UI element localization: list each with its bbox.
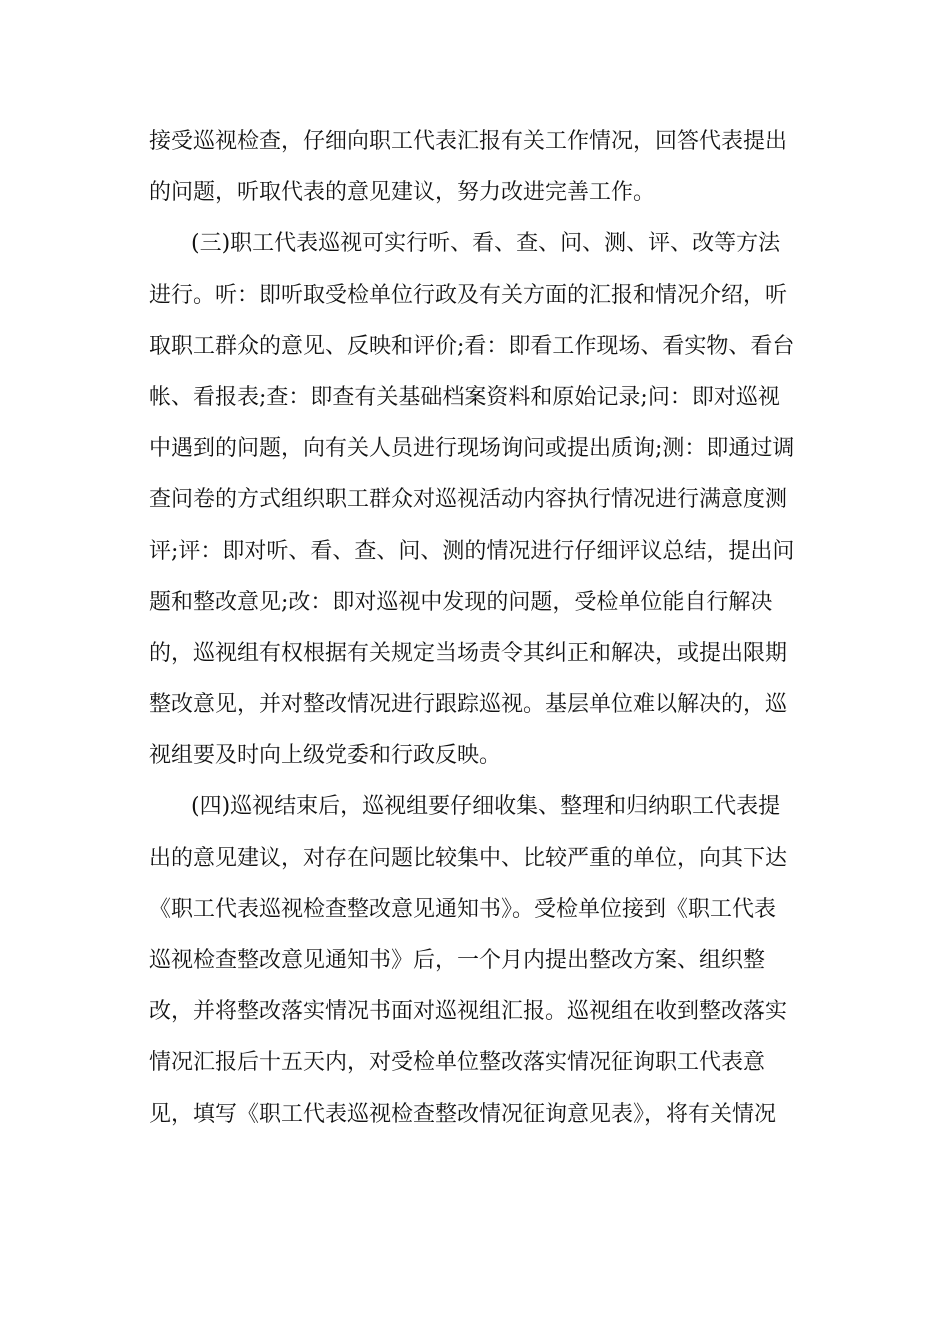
document-body [149,116,801,1140]
text-line: 《职工代表巡视检查整改意见通知书》。受检单位接到《职工代表 [149,896,777,922]
text-line: 评;评：即对听、看、查、问、测的情况进行仔细评议总结，提出问 [149,538,795,564]
text-line: 取职工群众的意见、反映和评价;看：即看工作现场、看实物、看台 [149,333,795,359]
text-line: 见，填写《职工代表巡视检查整改情况征询意见表》，将有关情况 [149,1101,777,1127]
text-line: 情况汇报后十五天内，对受检单位整改落实情况征询职工代表意 [149,1050,766,1076]
paragraph-2 [149,218,801,781]
text-line: 整改意见，并对整改情况进行跟踪巡视。基层单位难以解决的，巡 [149,692,788,718]
text-line: 视组要及时向上级党委和行政反映。 [149,743,502,769]
text-line: 中遇到的问题，向有关人员进行现场询问或提出质询;测：即通过调 [149,436,795,462]
text-line: 进行。听：即听取受检单位行政及有关方面的汇报和情况介绍，听 [149,282,788,308]
text-line: 接受巡视检查，仔细向职工代表汇报有关工作情况，回答代表提出 [149,129,788,154]
text-line: 帐、看报表;查：即查有关基础档案资料和原始记录;问：即对巡视 [149,384,780,410]
text-line: 的，巡视组有权根据有关规定当场责令其纠正和解决，或提出限期 [149,640,788,666]
paragraph-1 [149,116,801,218]
text-line: 查问卷的方式组织职工群众对巡视活动内容执行情况进行满意度测 [149,487,788,513]
text-line: 巡视检查整改意见通知书》后，一个月内提出整改方案、组织整 [149,948,766,973]
text-line: (三)职工代表巡视可实行听、看、查、问、测、评、改等方法 [191,231,781,257]
paragraph-3 [149,781,801,1139]
text-line: 出的意见建议，对存在问题比较集中、比较严重的单位，向其下达 [149,845,788,871]
text-line: 改，并将整改落实情况书面对巡视组汇报。巡视组在收到整改落实 [149,999,788,1025]
text-line: (四)巡视结束后，巡视组要仔细收集、整理和归纳职工代表提 [191,794,781,820]
text-line: 题和整改意见;改：即对巡视中发现的问题，受检单位能自行解决 [149,589,773,615]
text-line: 的问题，听取代表的意见建议，努力改进完善工作。 [149,180,656,206]
